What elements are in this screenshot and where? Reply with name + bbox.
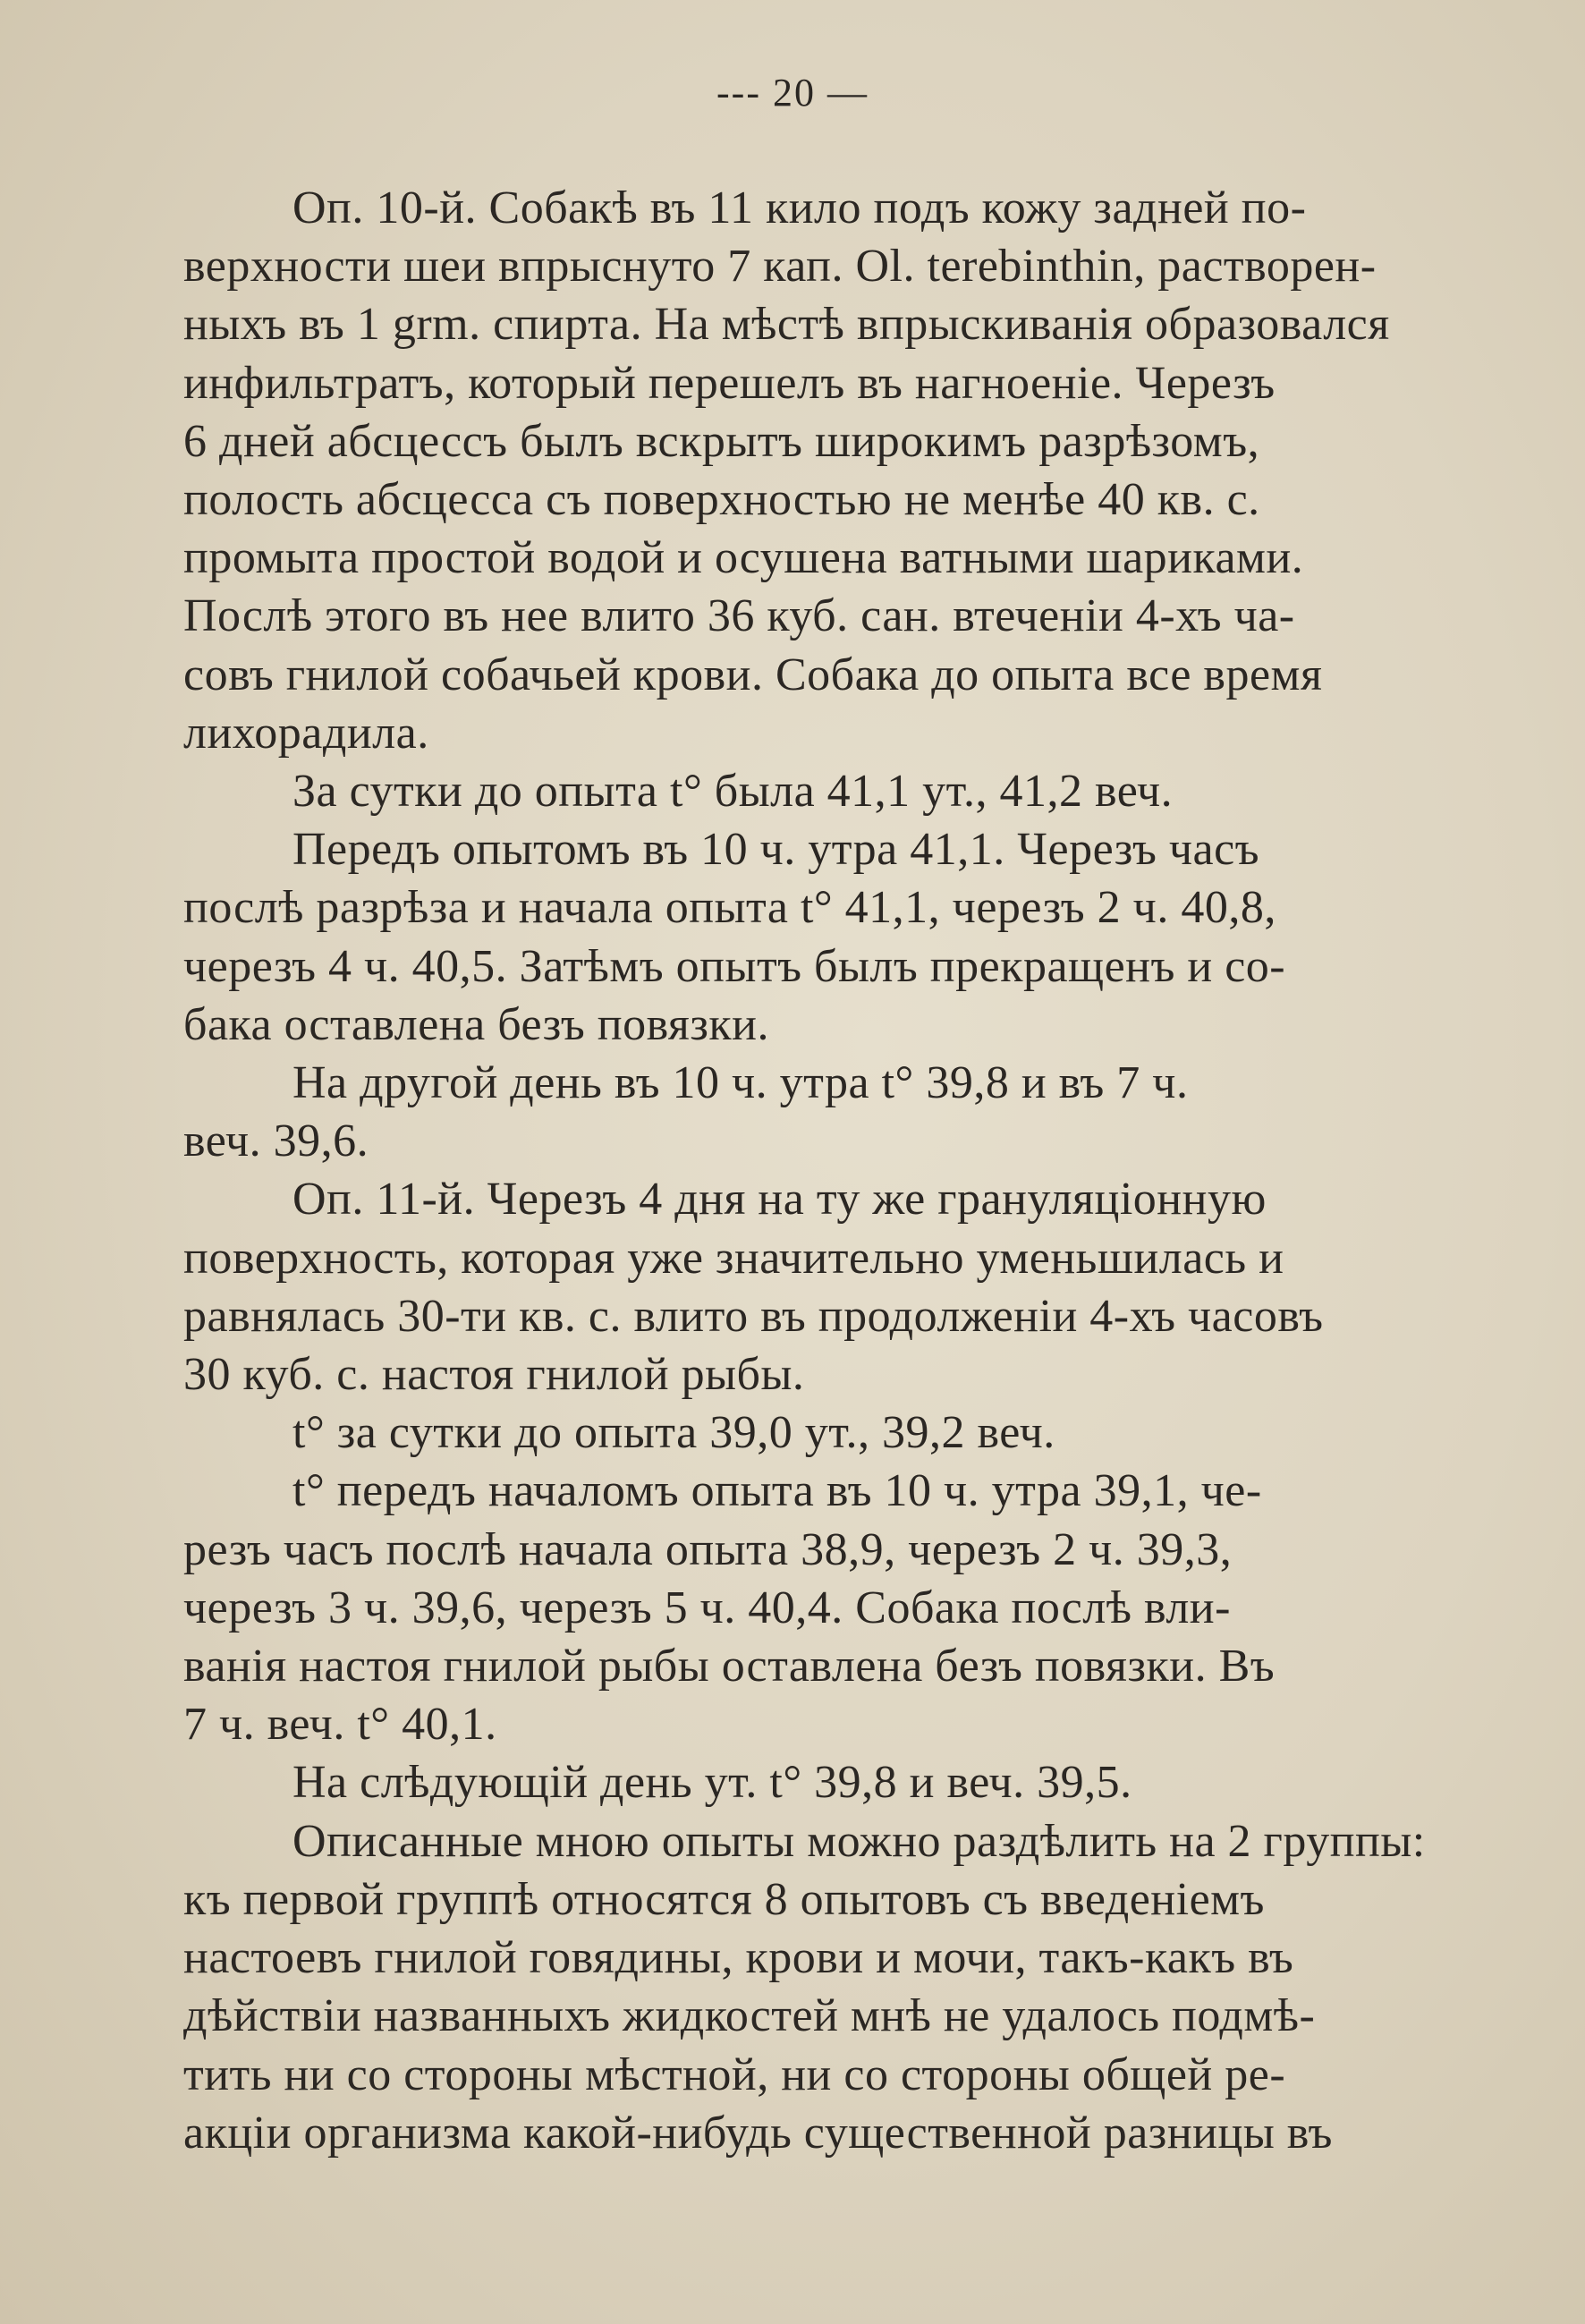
text-line: акціи организма какой-нибудь существенной разницы въ — [183, 2107, 1333, 2159]
text-line: веч. 39,6. — [183, 1115, 369, 1167]
text-line: 30 куб. с. настоя гнилой рыбы. — [183, 1349, 805, 1401]
paragraph-experiment-11 — [183, 1170, 1491, 1404]
text-line: ныхъ въ 1 grm. спирта. На мѣстѣ впрыскиванія образовался — [183, 299, 1390, 351]
text-line: поверхность, которая уже значительно уменьшилась и — [183, 1232, 1284, 1284]
text-line: промыта простой водой и осушена ватными шариками. — [183, 532, 1304, 584]
text-line: резъ часъ послѣ начала опыта 38,9, черезъ 2 ч. 39,3, — [183, 1523, 1233, 1575]
paragraph-groups — [183, 1812, 1491, 2162]
text-line: верхности шеи впрыснуто 7 кап. Ol. terebinthin, растворен- — [183, 241, 1377, 293]
paragraph-next-day — [183, 1054, 1491, 1170]
paragraph-day-before — [183, 762, 1491, 820]
text-line: равнялась 30-ти кв. с. влито въ продолженіи 4-хъ часовъ — [183, 1290, 1324, 1342]
paragraph-following-day — [183, 1753, 1491, 1811]
text-line: За сутки до опыта t° была 41,1 ут., 41,2 веч. — [292, 766, 1174, 818]
paragraph-before-experiment — [183, 820, 1491, 1054]
text-line: инфильтратъ, который перешелъ въ нагноеніе. Черезъ — [183, 357, 1276, 409]
text-line: 6 дней абсцессъ былъ вскрытъ широкимъ разрѣзомъ, — [183, 415, 1260, 467]
text-line: настоевъ гнилой говядины, крови и мочи, такъ-какъ въ — [183, 1932, 1294, 1984]
text-line: Оп. 10-й. Собакѣ въ 11 кило подъ кожу задней по- — [292, 182, 1307, 233]
text-line: черезъ 3 ч. 39,6, черезъ 5 ч. 40,4. Собака послѣ вли- — [183, 1582, 1231, 1633]
paragraph-temp-day-before — [183, 1404, 1491, 1462]
text-line: къ первой группѣ относятся 8 опытовъ съ введеніемъ — [183, 1873, 1265, 1925]
text-line: На слѣдующій день ут. t° 39,8 и веч. 39,5. — [292, 1757, 1132, 1809]
text-line: Описанные мною опыты можно раздѣлить на 2 группы: — [292, 1815, 1426, 1867]
text-line: На другой день въ 10 ч. утра t° 39,8 и въ 7 ч. — [292, 1057, 1189, 1109]
paragraph-experiment-10 — [183, 179, 1491, 762]
text-line: дѣйствіи названныхъ жидкостей мнѣ не удалось подмѣ- — [183, 1990, 1316, 2042]
text-line: тить ни со стороны мѣстной, ни со стороны общей ре- — [183, 2048, 1286, 2100]
page-number: --- 20 — — [716, 71, 869, 115]
text-line: послѣ разрѣза и начала опыта t° 41,1, черезъ 2 ч. 40,8, — [183, 882, 1276, 934]
text-line: совъ гнилой собачьей крови. Собака до опыта все время — [183, 649, 1323, 700]
text-line: бака оставлена безъ повязки. — [183, 998, 769, 1050]
text-line: ванія настоя гнилой рыбы оставлена безъ повязки. Въ — [183, 1641, 1276, 1692]
text-line: полость абсцесса съ поверхностью не менѣе 40 кв. с. — [183, 474, 1260, 526]
text-line: 7 ч. веч. t° 40,1. — [183, 1699, 497, 1751]
body-text — [183, 179, 1491, 2162]
text-line: Передъ опытомъ въ 10 ч. утра 41,1. Черезъ часъ — [292, 824, 1260, 876]
text-line: черезъ 4 ч. 40,5. Затѣмъ опытъ былъ прекращенъ и со- — [183, 940, 1286, 992]
text-line: t° передъ началомъ опыта въ 10 ч. утра 39,1, че- — [292, 1465, 1262, 1517]
text-line: лихорадила. — [183, 707, 429, 759]
text-line: t° за сутки до опыта 39,0 ут., 39,2 веч. — [292, 1407, 1055, 1459]
paragraph-temp-during — [183, 1462, 1491, 1753]
text-line: Послѣ этого въ нее влито 36 куб. сан. втеченіи 4-хъ ча- — [183, 590, 1295, 642]
text-line: Оп. 11-й. Черезъ 4 дня на ту же грануляціонную — [292, 1174, 1267, 1226]
